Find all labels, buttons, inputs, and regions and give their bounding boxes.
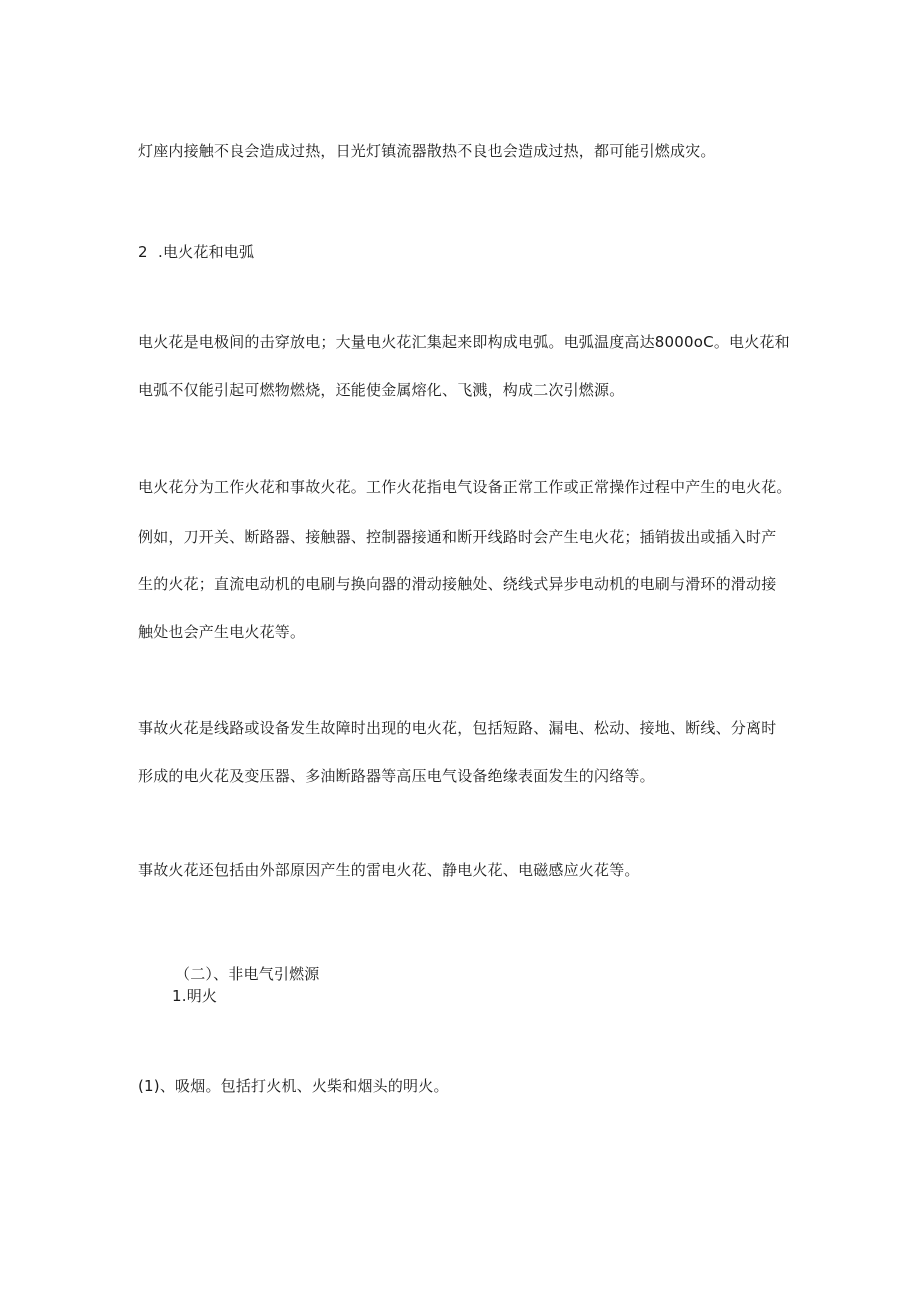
section-heading-2 <box>138 242 254 262</box>
paragraph-intro: 灯座内接触不良会造成过热，日光灯镇流器散热不良也会造成过热，都可能引燃成灾。 <box>138 142 716 160</box>
paragraph-types-line: 生的火花；直流电动机的电刷与换向器的滑动接触处、绕线式异步电动机的电刷与滑环的滑动接 <box>138 575 777 593</box>
subsection-heading-open-fire: 1.明火 <box>172 987 218 1005</box>
paragraph-arc-line: 电弧不仅能引起可燃物燃烧，还能使金属熔化、飞溅，构成二次引燃源。 <box>138 381 625 399</box>
paragraph-external: 事故火花还包括由外部原因产生的雷电火花、静电火花、电磁感应火花等。 <box>138 861 640 879</box>
paragraph-types-line: 例如，刀开关、断路器、接触器、控制器接通和断开线路时会产生电火花；插销拔出或插入时产 <box>138 528 777 546</box>
paragraph-types-line: 触处也会产生电火花等。 <box>138 623 306 641</box>
paragraph-accident-line: 形成的电火花及变压器、多油断路器等高压电气设备绝缘表面发生的闪络等。 <box>138 767 655 785</box>
section-heading-non-electric: （二）、非电气引燃源 <box>175 965 320 983</box>
paragraph-arc-line: 电火花是电极间的击穿放电；大量电火花汇集起来即构成电弧。电弧温度高达8000oC。电火花和 <box>138 333 790 351</box>
list-item-smoking: (1)、吸烟。包括打火机、火柴和烟头的明火。 <box>138 1077 449 1095</box>
section-title: .电火花和电弧 <box>158 243 255 261</box>
paragraph-accident-line: 事故火花是线路或设备发生故障时出现的电火花，包括短路、漏电、松动、接地、断线、分离时 <box>138 719 777 737</box>
section-number: 2 <box>138 243 148 261</box>
paragraph-types-line: 电火花分为工作火花和事故火花。工作火花指电气设备正常工作或正常操作过程中产生的电火花。 <box>138 478 792 496</box>
